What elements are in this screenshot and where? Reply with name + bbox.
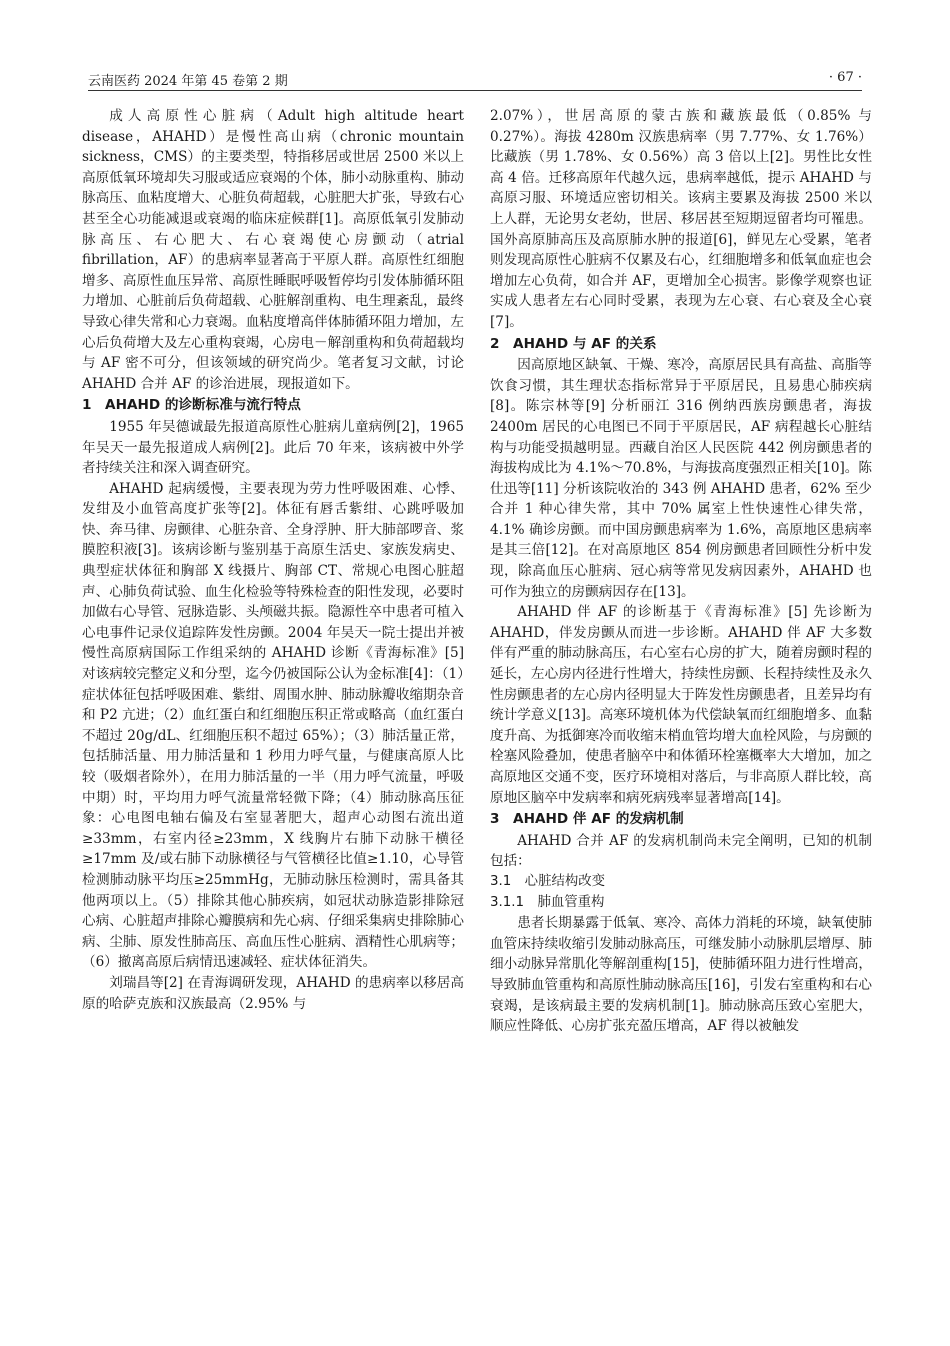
page-number: · 67 ·	[828, 70, 862, 85]
paragraph-continued: 2.07%），世居高原的蒙古族和藏族最低（0.85% 与 0.27%）。海拔 4280m 汉族患病率（男 7.77%、女 1.76%）比藏族（男 1.78%、女 0.56%）高 3 倍以上[2]。男性比女性高 4 倍。迁移高原年代越久远，患病率越低，提示 AHAHD 与高原习服、环境适应密切相关。该病主要累及海拔 2500 米以上人群，无论男女老幼，世居、移居甚至短期逗留者均可罹患。国外高原肺高压及高原肺水肿的报道[6]，鲜见左心受累，笔者则发现高原性心脏病不仅累及右心，红细胞增多和低氧血症也会增加左心负荷，如合并 AF，更增加全心损害。影像学观察也证实成人患者左右心同时受累，表现为左心衰、右心衰及全心衰[7]。	[490, 108, 872, 330]
subsection-3-1-heading: 3.1 心脏结构改变	[490, 873, 606, 889]
section-3-heading: 3 AHAHD 伴 AF 的发病机制	[490, 811, 684, 828]
paragraph: AHAHD 起病缓慢，主要表现为劳力性呼吸困难、心悸、发绀及小血管高度扩张等[2]。体征有唇舌紫绀、心跳呼吸加快、奔马律、房颤律、心脏杂音、全身浮肿、肝大肺部啰音、浆膜腔积液[3]。该病诊断与鉴别基于高原生活史、家族发病史、典型症状体征和胸部 X 线摄片、胸部 CT、常规心电图心脏超声、心肺负荷试验、血生化检验等特殊检查的阳性发现，必要时加做右心导管、冠脉造影、头颅磁共振。隐源性卒中患者可植入心电事件记录仪追踪阵发性房颤。2004 年吴天一院士提出并被慢性高原病国际工作组采纳的 AHAHD 诊断《青海标准》[5] 对该病较完整定义和分型，迄今仍被国际公认为金标准[4]：（1）症状体征包括呼吸困难、紫绀、周围水肿、肺动脉瓣收缩期杂音和 P2 亢进；（2）血红蛋白和红细胞压积正常或略高（血红蛋白不超过 20g/dL、红细胞压积不超过 65%）；（3）肺活量正常，包括肺活量、用力肺活量和 1 秒用力呼气量，与健康高原人比较（吸烟者除外），在用力肺活量的一半（用力呼气流量，呼吸中期）时，平均用力呼气流量常轻微下降；（4）肺动脉高压征象：心电图电轴右偏及右室显著肥大，超声心动图右流出道≥33mm，右室内径≥23mm，X 线胸片右肺下动脉干横径≥17mm 及/或右肺下动脉横径与气管横径比值≥1.10，心导管检测肺动脉平均压≥25mmHg，无肺动脉压检测时，需具备其他两项以上。（5）排除其他心肺疾病，如冠状动脉造影排除冠心病、心脏超声排除心瓣膜病和先心病、仔细采集病史排除肺心病、尘肺、原发性肺高压、高血压性心脏病、酒精性心肌病等；（6）撤离高原后病情迅速减轻、症状体征消失。	[82, 480, 464, 971]
paragraph: AHAHD 伴 AF 的诊断基于《青海标准》[5] 先诊断为 AHAHD，伴发房颤从而进一步诊断。AHAHD 伴 AF 大多数伴有严重的肺动脉高压，右心室右心房的扩大，随着房颤时程的延长，左心房内径进行性增大，持续性房颤、长程持续性及永久性房颤患者的左心房内径明显大于阵发性房颤患者，且差异均有统计学意义[13]。高寒环境机体为代偿缺氧而红细胞增多、血黏度升高、为抵御寒冷而收缩末梢血管均增大血栓风险，与房颤的栓塞风险叠加，使患者脑卒中和体循环栓塞概率大大增加，加之高原地区交通不变，医疗环境相对落后，与非高原人群比较，高原地区脑卒中发病率和病死病残率显著增高[14]。	[490, 604, 872, 806]
paragraph: 因高原地区缺氧、干燥、寒冷，高原居民具有高盐、高脂等饮食习惯，其生理状态指标常异于平原居民，且易患心肺疾病[8]。陈宗林等[9] 分析丽江 316 例纳西族房颤患者，海拔 2400m 居民的心电图已不同于平原居民，AF 病程越长心脏结构与功能受损越明显。西藏自治区人民医院 442 例房颤患者的海拔构成比为 4.1%～70.8%，与海拔高度强烈正相关[10]。陈仕迅等[11] 分析该院收治的 343 例 AHAHD 患者，62% 至少合并 1 种心律失常，其中 70% 属室上性快速性心律失常，4.1% 确诊房颤。而中国房颤患病率为 1.6%，高原地区患病率是其三倍[12]。在对高原地区 854 例房颤患者回顾性分析中发现，除高血压心脏病、冠心病等常见发病因素外，AHAHD 也可作为独立的房颤病因存在[13]。	[490, 357, 872, 600]
running-header	[88, 68, 862, 91]
paragraph: 刘瑞昌等[2] 在青海调研发现，AHAHD 的患病率以移居高原的哈萨克族和汉族最高（2.95% 与	[82, 974, 464, 1012]
paragraph: AHAHD 合并 AF 的发病机制尚未完全阐明，已知的机制包括：	[490, 832, 872, 870]
section-1-heading: 1 AHAHD 的诊断标准与流行特点	[82, 397, 301, 414]
left-column	[82, 106, 464, 1014]
paragraph: 患者长期暴露于低氧、寒冷、高体力消耗的环境，缺氧使肺血管床持续收缩引发肺动脉高压，可继发肺小动脉肌层增厚、肺细小动脉异常肌化等解剖重构[15]，使肺循环阻力进行性增高，导致肺血管重构和高原性肺动脉高压[16]，引发右室重构和右心衰竭，是该病最主要的发病机制[1]。肺动脉高压致心室肥大，顺应性降低、心房扩张充盈压增高，AF 得以被触发	[490, 915, 872, 1035]
section-2-heading: 2 AHAHD 与 AF 的关系	[490, 335, 657, 352]
journal-info: 云南医药 2024 年第 45 卷第 2 期	[88, 74, 288, 89]
paragraph: 1955 年吴德诚最先报道高原性心脏病儿童病例[2]，1965 年吴天一最先报道成人病例[2]。此后 70 年来，该病被中外学者持续关注和深入调查研究。	[82, 418, 464, 477]
right-column	[490, 106, 872, 1037]
subsection-3-1-1-heading: 3.1.1 肺血管重构	[490, 894, 605, 910]
intro-paragraph: 成人高原性心脏病（Adult high altitude heart disease，AHAHD）是慢性高山病（chronic mountain sickness，CMS）的主要类型，特指移居或世居 2500 米以上高原低氧环境却失习服或适应衰竭的个体，肺小动脉重构、肺动脉高压、血粘度增大、心脏负荷超载，心脏肥大扩张，导致右心甚至全心功能减退或衰竭的临床症候群[1]。高原低氧引发肺动脉高压、右心肥大、右心衰竭使心房颤动（atrial fibrillation，AF）的患病率显著高于平原人群。高原性红细胞增多、高原性血压异常、高原性睡眠呼吸暂停均引发体肺循环阻力增加、心脏前后负荷超载、心脏解剖重构、电生理紊乱，最终导致心律失常和心力衰竭。血粘度增高伴体肺循环阻力增加，左心后负荷增大及左心重构衰竭，心房电－解剖重构和负荷超载均与 AF 密不可分，但该领域的研究尚少。笔者复习文献，讨论 AHAHD 合并 AF 的诊治进展，现报道如下。	[82, 108, 464, 392]
